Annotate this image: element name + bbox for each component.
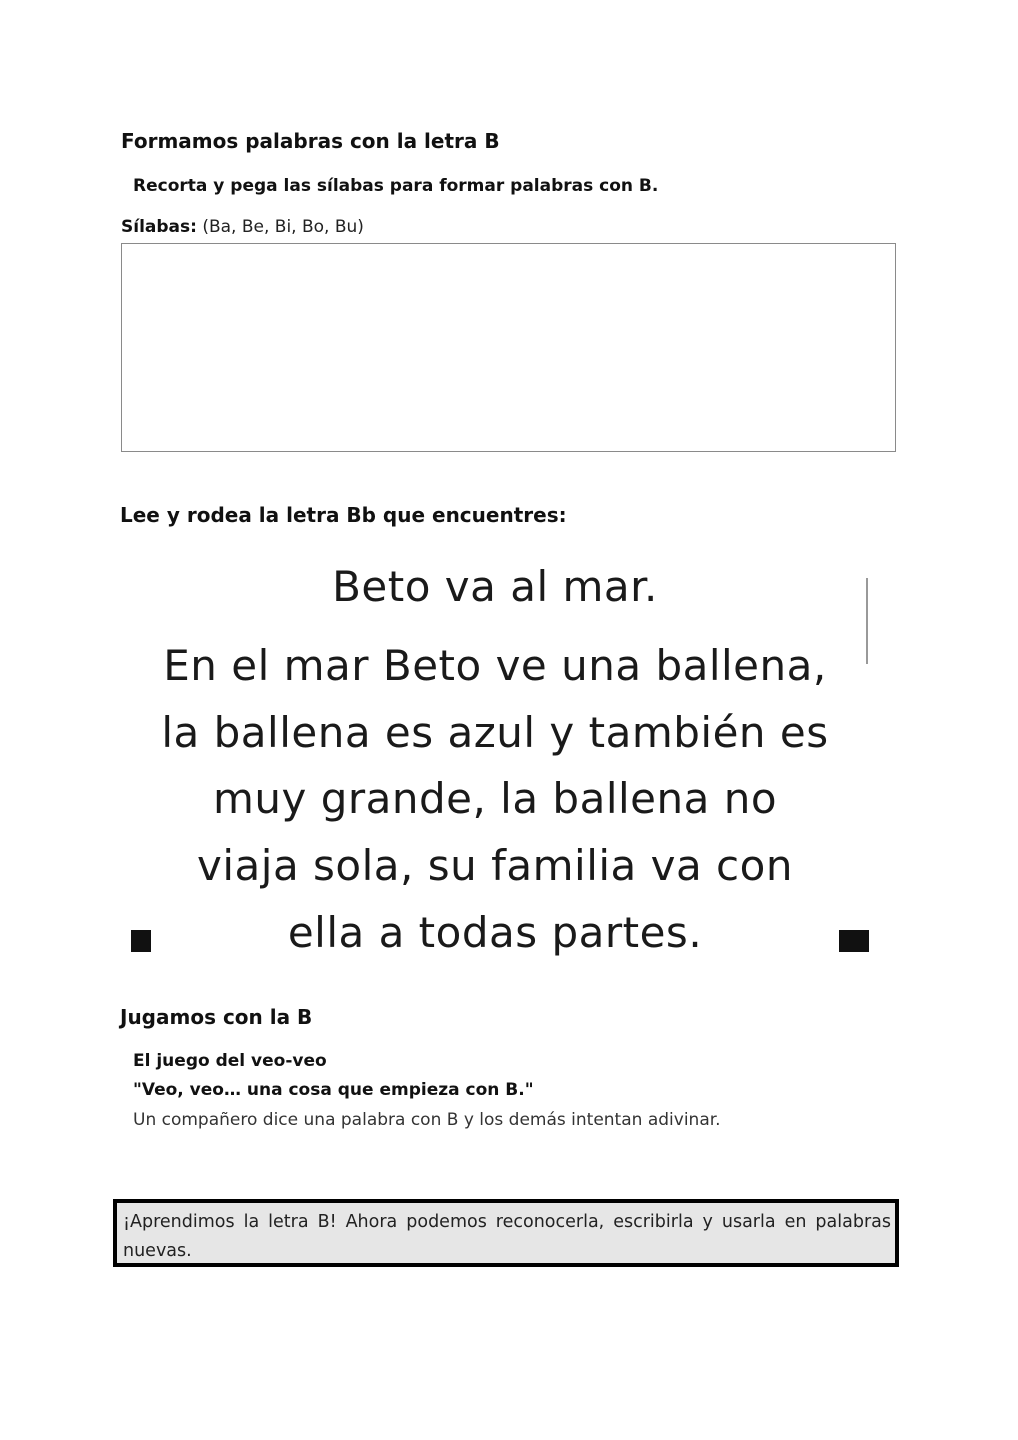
scan-corner-mark-left bbox=[131, 930, 151, 952]
summary-box bbox=[113, 1199, 899, 1267]
story-line: muy grande, la ballena no bbox=[212, 774, 778, 823]
syllables-list: (Ba, Be, Bi, Bo, Bu) bbox=[202, 217, 364, 237]
summary-text: ¡Aprendimos la letra B! Ahora podemos reconocerla, escribirla y usarla en palabras nuevas. bbox=[123, 1212, 891, 1261]
story-line: ella a todas partes. bbox=[287, 908, 703, 957]
game-phrase: "Veo, veo… una cosa que empieza con B." bbox=[133, 1080, 534, 1100]
syllables-line bbox=[121, 217, 364, 237]
scan-corner-mark-right bbox=[839, 930, 869, 952]
story-line: la ballena es azul y también es bbox=[161, 708, 829, 757]
section-title-formamos: Formamos palabras con la letra B bbox=[121, 129, 500, 153]
story-line: Beto va al mar. bbox=[332, 562, 658, 611]
game-name: El juego del veo-veo bbox=[133, 1051, 327, 1071]
paste-area-box[interactable] bbox=[121, 243, 896, 452]
section-title-jugamos: Jugamos con la B bbox=[120, 1005, 313, 1029]
syllables-label: Sílabas: bbox=[121, 217, 197, 237]
story-line: En el mar Beto ve una ballena, bbox=[163, 641, 827, 690]
instruction-recorta: Recorta y pega las sílabas para formar palabras con B. bbox=[133, 176, 659, 196]
section-title-lee: Lee y rodea la letra Bb que encuentres: bbox=[120, 503, 567, 527]
story-line: viaja sola, su familia va con bbox=[197, 841, 793, 890]
game-description: Un compañero dice una palabra con B y los demás intentan adivinar. bbox=[133, 1110, 721, 1130]
